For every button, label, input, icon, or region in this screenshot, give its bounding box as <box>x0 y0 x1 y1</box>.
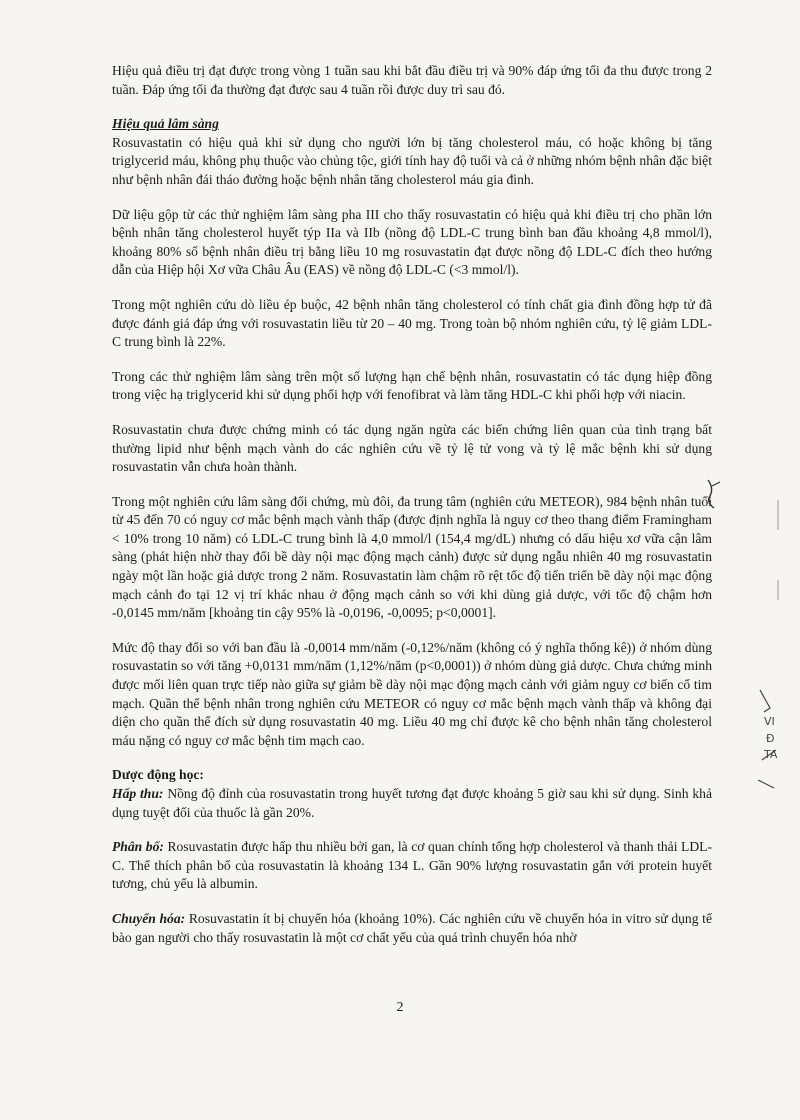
paragraph-complications: Rosuvastatin chưa được chứng minh có tác dụng ngăn ngừa các biến chứng liên quan của tình trạng bất thường lipid như bệnh mạch vành do các nghiên cứu về tỷ lệ tử vong và tỷ lệ mắc bệnh khi sử dụng rosuvastatin vẫn chưa hoàn thành. <box>112 421 712 475</box>
metabolism-text: Rosuvastatin ít bị chuyển hóa (khoảng 10%). Các nghiên cứu về chuyển hóa in vitro sử dụng tế bào gan người cho thấy rosuvastatin là một cơ chất yếu của quá trình chuyển hóa nhờ <box>112 910 712 945</box>
heading-pharmacokinetics: Dược động học: <box>112 767 204 783</box>
paragraph-meteor-study: Trong một nghiên cứu lâm sàng đối chứng, mù đôi, đa trung tâm (nghiên cứu METEOR), 984 bệnh nhân tuổi từ 45 đến 70 có nguy cơ mắc bệnh mạch vành thấp (được định nghĩa là nguy cơ theo thang điểm Framingham < 10% trong 10 năm) có LDL-C trung bình là 4,0 mmol/l (154,4 mg/dL) nhưng có dấu hiệu xơ vữa cận lâm sàng (phát hiện nhờ thay đổi bề dày nội mạc động mạch cảnh) được sử dụng ngẫu nhiên 40 mg rosuvastatin ngày một lần hoặc giả dược trong 2 năm. Rosuvastatin làm chậm rõ rệt tốc độ tiến triển bề dày nội mạc động mạch cảnh đo tại 12 vị trí khác nhau ở động mạch cảnh so với khi dùng giả dược, với tốc độ chậm hơn -0,0145 mm/năm [khoảng tin cậy 95% là -0,0196, -0,0095; p<0,0001]. <box>112 493 712 621</box>
paragraph-onset: Hiệu quả điều trị đạt được trong vòng 1 tuần sau khi bắt đầu điều trị và 90% đáp ứng tối đa thu được trong 2 tuần. Đáp ứng tối đa thường đạt được sau 4 tuần rồi được duy trì sau đó. <box>112 63 712 97</box>
paragraph-meteor-results: Mức độ thay đổi so với ban đầu là -0,0014 mm/năm (-0,12%/năm (không có ý nghĩa thống kê)) ở nhóm dùng rosuvastatin so với tăng +0,0131 mm/năm (1,12%/năm (p<0,0001)) ở nhóm dùng giả dược. Chưa chứng minh được mối liên quan trực tiếp nào giữa sự giảm bề dày nội mạc động mạch cảnh với giảm nguy cơ biến cố tim mạch. Quần thể bệnh nhân trong nghiên cứu METEOR có nguy cơ mắc bệnh mạch vành thấp và không đại diện cho quần thể đích sử dụng rosuvastatin 40 mg. Liều 40 mg chỉ được kê cho bệnh nhân tăng cholesterol máu nặng có nguy cơ mắc bệnh tim mạch cao. <box>112 639 712 748</box>
margin-mark-vi: VI <box>764 715 775 728</box>
document-body <box>112 62 712 963</box>
absorption-label: Hấp thu: <box>112 786 164 801</box>
paragraph-metabolism <box>112 910 712 947</box>
paragraph-phase3-data: Dữ liệu gộp từ các thử nghiệm lâm sàng pha III cho thấy rosuvastatin có hiệu quả khi điều trị cho phần lớn bệnh nhân tăng cholesterol huyết týp IIa và IIb (nồng độ LDL-C trung bình ban đầu khoảng 4,8 mmol/l), khoảng 80% số bệnh nhân điều trị bằng liều 10 mg rosuvastatin đạt được nồng độ LDL-C đích theo hướng dẫn của Hiệp hội Xơ vữa Châu Âu (EAS) về nồng độ LDL-C (<3 mmol/l). <box>112 206 712 278</box>
page-number: 2 <box>396 1000 404 1015</box>
paragraph-combination: Trong các thử nghiệm lâm sàng trên một số lượng hạn chế bệnh nhân, rosuvastatin có tác dụng hiệp đồng trong việc hạ triglycerid khi sử dụng phối hợp với fenofibrat và làm tăng HDL-C khi phối hợp với niacin. <box>112 368 712 403</box>
paragraph-absorption <box>112 785 712 822</box>
metabolism-label: Chuyển hóa: <box>112 910 186 926</box>
margin-mark-ta: TA <box>764 748 778 761</box>
margin-annotation <box>700 460 800 840</box>
absorption-text: Nồng độ đỉnh của rosuvastatin trong huyết tương đạt được khoảng 5 giờ sau khi sử dụng. Sinh khả dụng tuyệt đối của thuốc là gần 20%. <box>112 786 712 820</box>
distribution-label: Phân bố: <box>112 839 164 855</box>
distribution-text: Rosuvastatin được hấp thu nhiều bởi gan, là cơ quan chính tổng hợp cholesterol và thanh thải LDL-C. Thể thích phân bố của rosuvastatin là khoảng 134 L. Gần 90% lượng rosuvastatin gắn với protein huyết tương, chủ yếu là albumin. <box>112 839 712 892</box>
margin-mark-d: Đ <box>766 732 775 745</box>
paragraph-distribution <box>112 838 712 894</box>
heading-clinical-efficacy: Hiệu quả lâm sàng <box>112 116 219 132</box>
paragraph-dose-titration: Trong một nghiên cứu dò liều ép buộc, 42 bệnh nhân tăng cholesterol có tính chất gia đình đồng hợp tử đã được đánh giá đáp ứng với rosuvastatin liều từ 20 – 40 mg. Trong toàn bộ nhóm nghiên cứu, tỷ lệ giảm LDL-C trung bình là 22%. <box>112 296 712 350</box>
handwritten-mark-icon <box>700 460 800 840</box>
paragraph-clinical-efficacy: Rosuvastatin có hiệu quả khi sử dụng cho người lớn bị tăng cholesterol máu, có hoặc không bị tăng triglycerid máu, không phụ thuộc vào chủng tộc, giới tính hay độ tuổi và cả ở những nhóm bệnh nhân đặc biệt như bệnh nhân đái tháo đường hoặc bệnh nhân tăng cholesterol máu gia đình. <box>112 134 712 187</box>
